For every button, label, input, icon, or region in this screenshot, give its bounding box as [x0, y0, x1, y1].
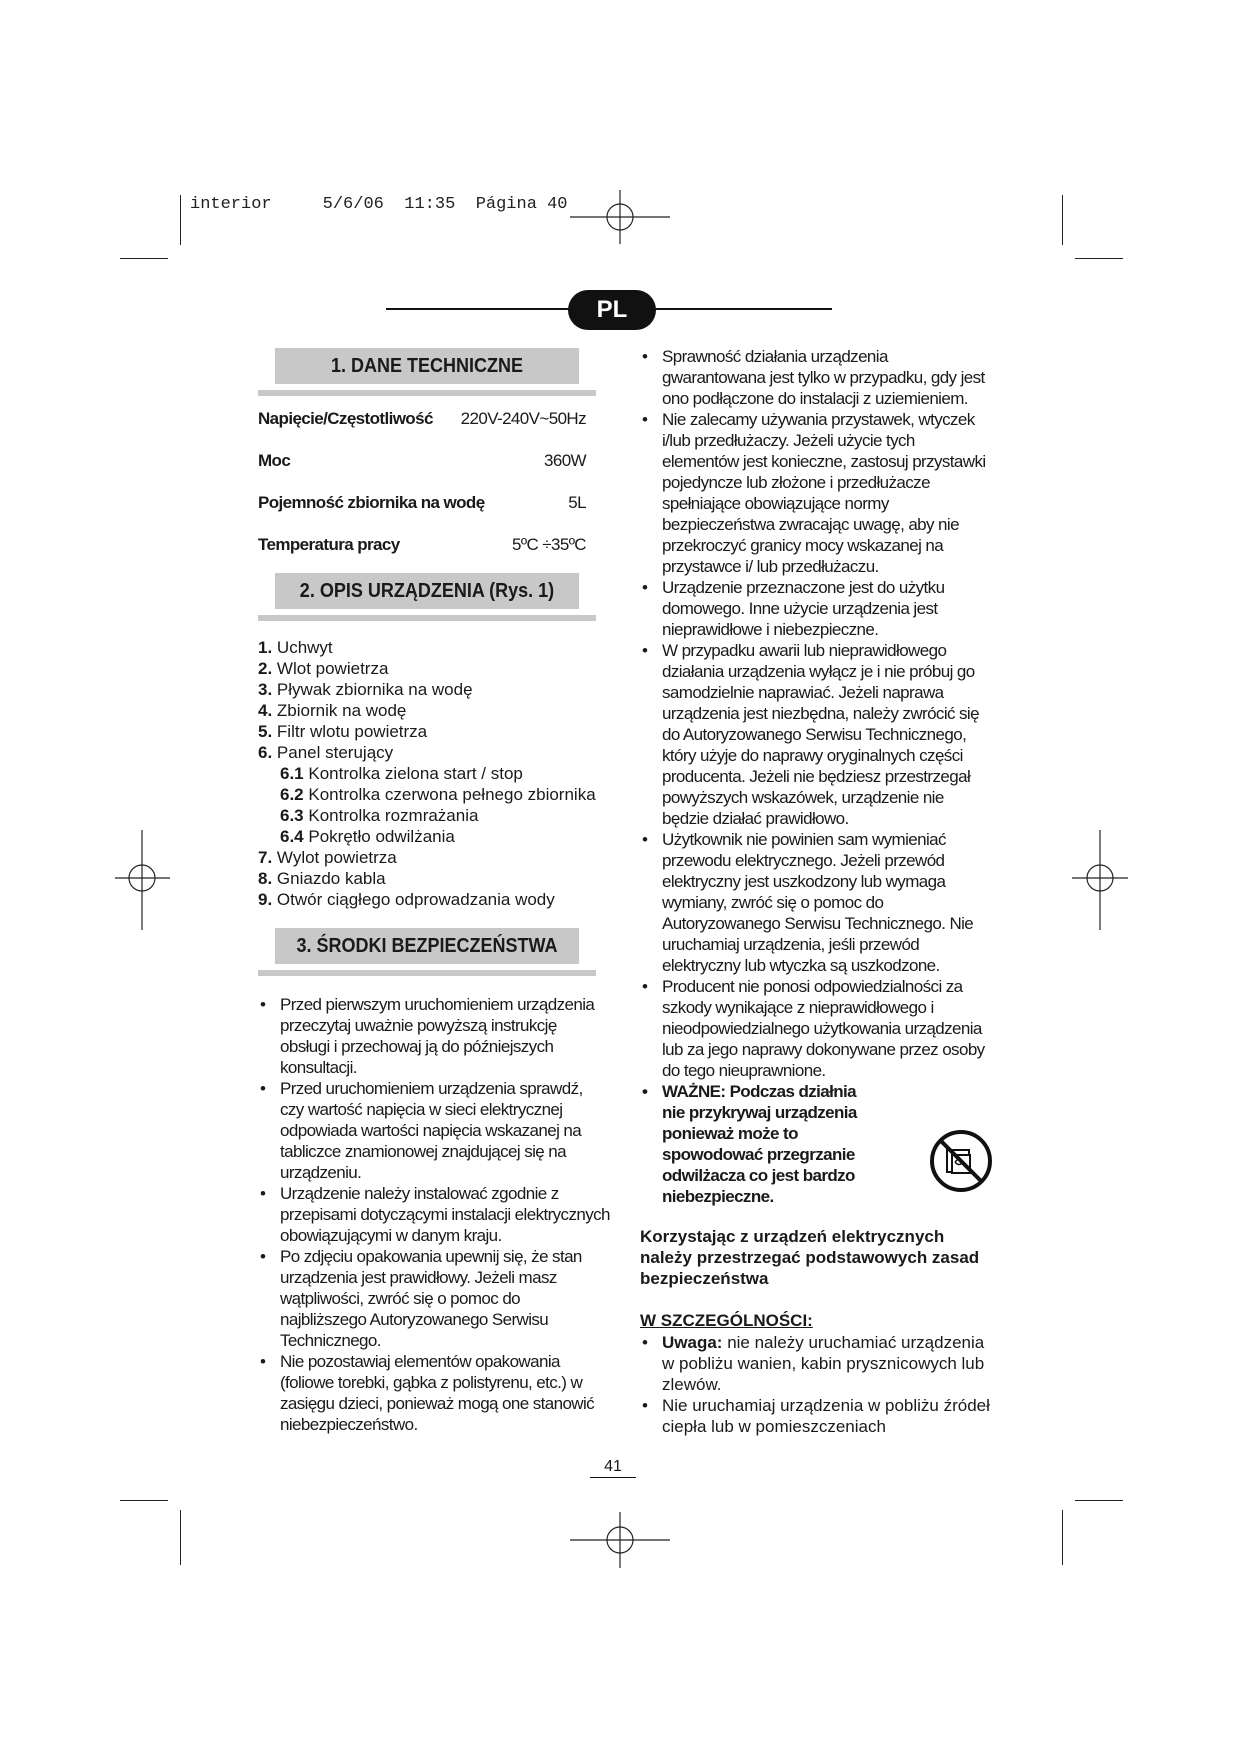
- list-item: • Po zdjęciu opakowania upewnij się, że stan urządzenia jest prawidłowy. Jeżeli masz wątpliwości, zwróć się o pomoc do najbliższego Autoryzowanego Serwisu Technicznego.: [258, 1246, 610, 1351]
- list-item: • Przed uruchomieniem urządzenia sprawdź, czy wartość napięcia w sieci elektrycznej odpowiada wartości napięcia wskazanej na tabliczce znamionowej znajdującej się na urządzeniu.: [258, 1078, 610, 1183]
- list-item: • Nie zalecamy używania przystawek, wtyczek i/lub przedłużaczy. Jeżeli użycie tych elementów jest konieczne, zastosuj przystawki pojedyncze lub złożone i przedłużacze spełniające obowiązujące normy bezpieczeństwa zwracając uwagę, aby nie przekroczyć granicy mocy wskazanej na przystawce i/ lub przedłużaczu.: [640, 409, 992, 577]
- list-item: 6.3 Kontrolka rozmrażania: [280, 806, 479, 825]
- list-item: 5. Filtr wlotu powietrza: [258, 722, 428, 741]
- safety-list-right: [640, 346, 992, 1207]
- list-item: • Urządzenie przeznaczone jest do użytku domowego. Inne użycie urządzenia jest nieprawidłowe i niebezpieczne.: [640, 577, 992, 640]
- section-3-header: [258, 928, 596, 976]
- page-number: 41: [590, 1458, 636, 1478]
- list-item: 6.4 Pokrętło odwilżania: [280, 827, 455, 846]
- bold-paragraph: Korzystając z urządzeń elektrycznych należy przestrzegać podstawowych zasad bezpieczeństwa: [640, 1227, 980, 1288]
- spec-row: Pojemność zbiornika na wodę 5L: [258, 493, 586, 512]
- subheading: W SZCZEGÓLNOŚCI:: [640, 1311, 813, 1330]
- section-1-title: 1. DANE TECHNICZNE: [275, 348, 579, 384]
- section-2-title: 2. OPIS URZĄDZENIA (Rys. 1): [275, 573, 579, 609]
- language-badge: PL: [568, 290, 656, 330]
- list-item: • Nie pozostawiaj elementów opakowania (foliowe torebki, gąbka z polistyrenu, etc.) w zasięgu dzieci, ponieważ mogą one stanowić niebezpieczeństwo.: [258, 1351, 610, 1435]
- parts-list: [258, 637, 598, 910]
- list-item: • Nie uruchamiaj urządzenia w pobliżu źródeł ciepła lub w pomieszczeniach: [640, 1395, 1000, 1437]
- list-item: • Urządzenie należy instalować zgodnie z przepisami dotyczącymi instalacji elektrycznych obowiązującymi w danym kraju.: [258, 1183, 610, 1246]
- list-item: • Producent nie ponosi odpowiedzialności za szkody wynikające z nieprawidłowego i nieodpowiedzialnego użytkowania urządzenia lub za jego naprawy dokonywane przez osoby do tego nieuprawnione.: [640, 976, 992, 1081]
- list-item: • Uwaga: nie należy uruchamiać urządzenia w pobliżu wanien, kabin prysznicowych lub zlewów.: [640, 1332, 1000, 1395]
- safety-list-right-2: [640, 1332, 1000, 1437]
- no-cover-warning-icon: [928, 1128, 994, 1194]
- header-rule-right: [652, 308, 832, 310]
- section-1-header: [258, 348, 596, 396]
- list-item: 8. Gniazdo kabla: [258, 869, 386, 888]
- list-item: 3. Pływak zbiornika na wodę: [258, 680, 473, 699]
- list-item: • W przypadku awarii lub nieprawidłowego działania urządzenia wyłącz je i nie próbuj go samodzielnie naprawiać. Jeżeli naprawa urządzenia jest niezbędna, należy zwrócić się do Autoryzowanego Serwisu Technicznego, który użyje do naprawy oryginalnych części producenta. Jeżeli nie będziesz przestrzegał powyższych wskazówek, urządzenie nie będzie działać prawidłowo.: [640, 640, 992, 829]
- list-item: 1. Uchwyt: [258, 638, 333, 657]
- list-item: 6. Panel sterujący: [258, 743, 394, 762]
- spec-row: Moc 360W: [258, 451, 586, 470]
- print-slug: interior 5/6/06 11:35 Página 40: [190, 195, 568, 214]
- spec-row: Temperatura pracy 5ºC ÷35ºC: [258, 535, 586, 554]
- list-item: 7. Wylot powietrza: [258, 848, 397, 867]
- section-2-header: [258, 573, 596, 621]
- list-item: • Użytkownik nie powinien sam wymieniać przewodu elektrycznego. Jeżeli przewód elektryczny jest uszkodzony lub wymaga wymiany, zwróć się o pomoc do Autoryzowanego Serwisu Technicznego. Nie uruchamiaj urządzenia, jeśli przewód elektryczny lub wtyczka są uszkodzone.: [640, 829, 992, 976]
- list-item: 6.2 Kontrolka czerwona pełnego zbiornika: [280, 785, 596, 804]
- section-3-title: 3. ŚRODKI BEZPIECZEŃSTWA: [275, 928, 579, 964]
- safety-list-left: [258, 994, 610, 1435]
- list-item: 9. Otwór ciągłego odprowadzania wody: [258, 890, 555, 909]
- list-item: 4. Zbiornik na wodę: [258, 701, 407, 720]
- spec-row: Napięcie/Częstotliwość 220V-240V~50Hz: [258, 409, 586, 428]
- header-rule-left: [386, 308, 572, 310]
- list-item: • Przed pierwszym uruchomieniem urządzenia przeczytaj uważnie powyższą instrukcję obsługi i przechowaj ją do późniejszych konsultacji.: [258, 994, 610, 1078]
- list-item: • WAŻNE: Podczas działnia nie przykrywaj urządzenia ponieważ może to spowodować przegrzanie odwilżacza co jest bardzo niebezpieczne.: [640, 1081, 992, 1207]
- list-item: 6.1 Kontrolka zielona start / stop: [280, 764, 523, 783]
- list-item: 2. Wlot powietrza: [258, 659, 389, 678]
- list-item: • Sprawność działania urządzenia gwarantowana jest tylko w przypadku, gdy jest ono podłączone do instalacji z uziemieniem.: [640, 346, 992, 409]
